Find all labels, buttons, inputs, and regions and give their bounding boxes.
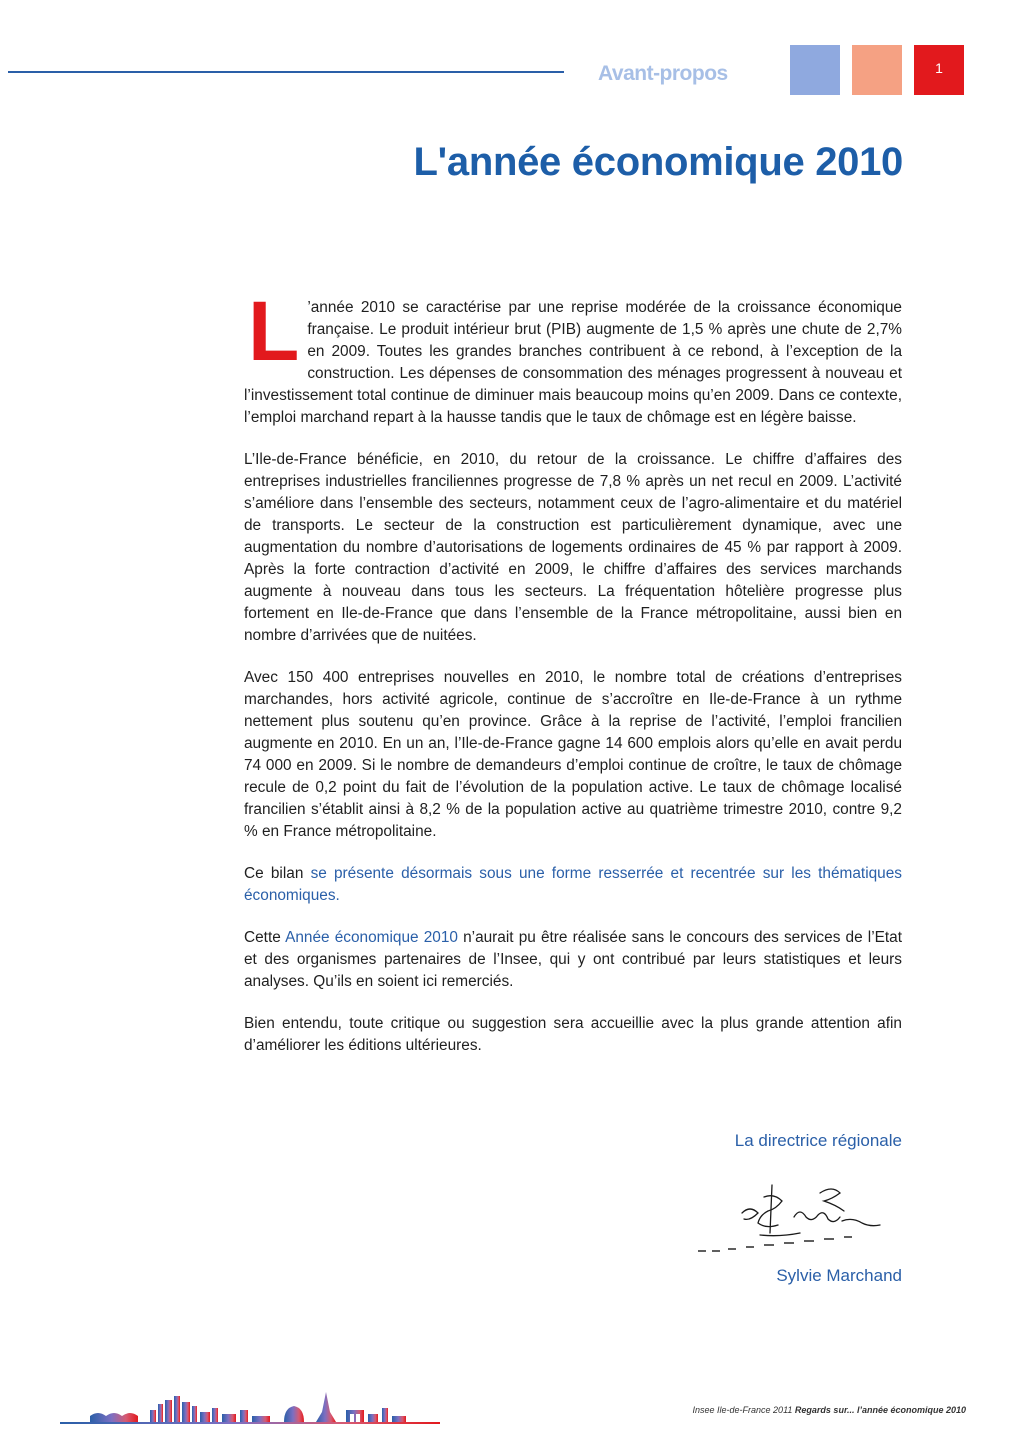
paragraph-suggestions: Bien entendu, toute critique ou suggestion sera accueillie avec la plus grande attention afin d’améliorer les éditions ultérieures. — [244, 1015, 902, 1054]
page-title: L'année économique 2010 — [413, 140, 903, 184]
header-rule — [8, 71, 564, 73]
paragraph-entreprises: Avec 150 400 entreprises nouvelles en 2010, le nombre total de créations d’entreprises marchandes, hors activité agricole, continue de s’accroître en Ile-de-France à un rythme nettement plus soutenu qu’en province. Grâce à la reprise de l’activité, l’emploi francilien augmente en 2010. En un an, l’Ile-de-France gagne 14 600 emplois alors qu’elle en avait perdu 74 000 en 2009. Si le nombre de demandeurs d’emploi continue de croître, le taux de chômage recule de 0,2 point du fait de l’évolution de la population active. Le taux de chômage localisé francilien s’établit ainsi à 8,2 % de la population active au quatrième trimestre 2010, contre 9,2 % en France métropolitaine. — [244, 669, 902, 840]
decorative-square-salmon — [852, 45, 902, 95]
decorative-square-blue — [790, 45, 840, 95]
remerciements-lead: Cette — [244, 929, 286, 946]
paragraph-intro — [244, 284, 902, 429]
paragraph-bilan-lead: Ce bilan — [244, 865, 311, 882]
paragraph-bilan — [244, 863, 902, 907]
footer-publisher: Insee Ile-de-France 2011 — [692, 1405, 795, 1415]
section-label: Avant-propos — [598, 62, 728, 85]
remerciements-rest: n’aurait pu être réalisée sans le concours des services de l’Etat et des organismes partenaires de l’Insee, qui y ont contribué par leurs statistiques et leurs analyses. Qu’ils en soient ici remerciés. — [244, 929, 902, 990]
paragraph-remerciements — [244, 927, 902, 993]
footer-publication-title: Regards sur... l’année économique 2010 — [794, 1405, 966, 1415]
signature-role: La directrice régionale — [734, 1131, 902, 1150]
article-body — [244, 284, 902, 1077]
footer-publication — [693, 1405, 966, 1415]
page-number: 1 — [935, 60, 943, 76]
drop-cap: L — [248, 284, 300, 378]
handwritten-signature — [690, 1175, 890, 1255]
publication-title-highlight: Année économique 2010 — [285, 929, 458, 946]
paragraph-intro-text: ’année 2010 se caractérise par une reprise modérée de la croissance économique française. Le produit intérieur brut (PIB) augmente de 1,5 % après une chute de 2,7% en 2009. Toutes les grandes branches contribuent à ce rebond, à l’exception de la construction. Les dépenses de consommation des ménages progressent à nouveau et l’investissement total continue de diminuer mais beaucoup moins qu’en 2009. Dans ce contexte, l’emploi marchand repart à la hausse tandis que le taux de chômage est en légère baisse. — [244, 299, 902, 426]
bilan-highlight: se présente désormais sous une forme resserrée et recentrée sur les thématiques économiques. — [244, 865, 902, 904]
signature-name: Sylvie Marchand — [776, 1266, 902, 1285]
paragraph-ile-de-france: L’Ile-de-France bénéficie, en 2010, du retour de la croissance. Le chiffre d’affaires des entreprises industrielles franciliennes progresse de 7,8 % après un net recul en 2009. L’activité s’améliore dans l’ensemble des secteurs, notamment ceux de l’agro-alimentaire et du matériel de transports. Le secteur de la construction est particulièrement dynamique, avec une augmentation du nombre d’autorisations de logements ordinaires de 45 % par rapport à 2009. Après la forte contraction d’activité en 2009, le chiffre d’affaires des services marchands augmente à nouveau dans tous les secteurs. La fréquentation hôtelière progresse plus fortement en Ile-de-France que dans l’ensemble de la France métropolitaine, aussi bien en nombre d’arrivées que de nuitées. — [244, 451, 902, 644]
paris-skyline-logo — [60, 1392, 450, 1428]
